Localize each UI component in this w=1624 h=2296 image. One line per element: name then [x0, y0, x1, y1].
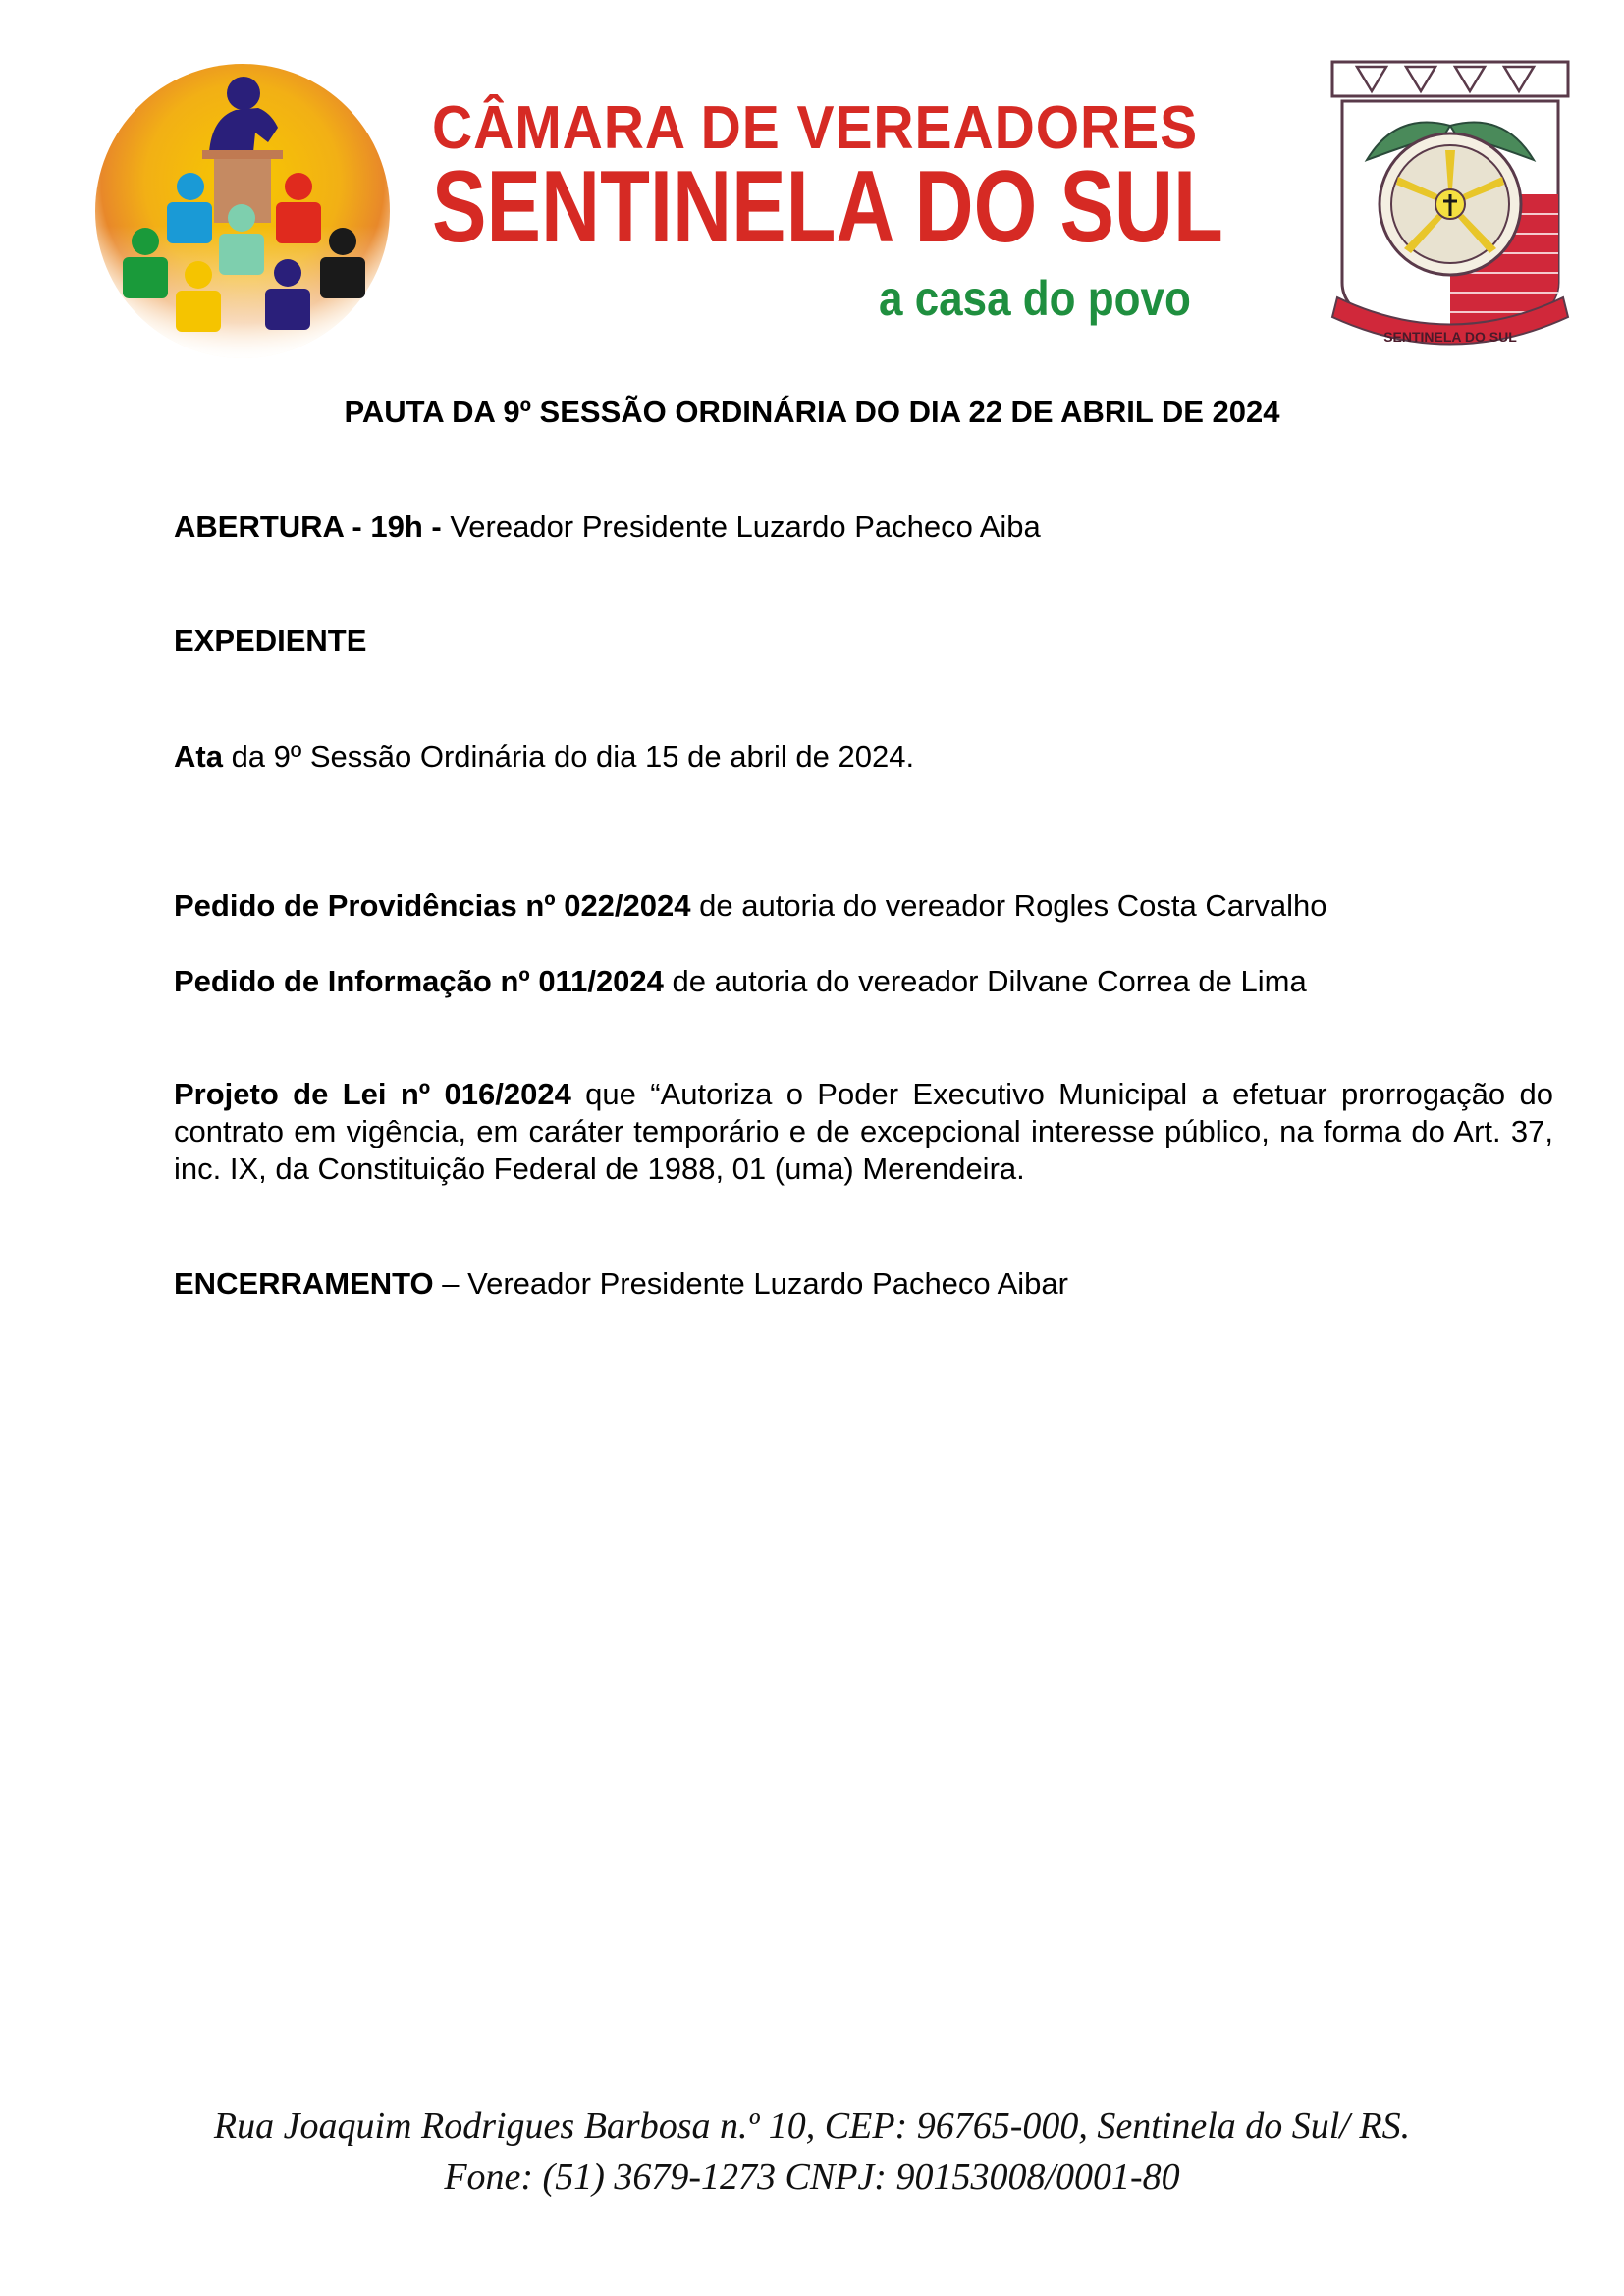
ata-label: Ata — [174, 739, 223, 774]
pedido-providencias-text: de autoria do vereador Rogles Costa Carvalho — [690, 888, 1327, 923]
footer-address-block — [0, 2101, 1624, 2203]
encerramento-text: – Vereador Presidente Luzardo Pacheco Aibar — [433, 1266, 1068, 1301]
projeto-lei-label: Projeto de Lei nº 016/2024 — [174, 1077, 571, 1111]
org-name-line1: CÂMARA DE VEREADORES — [432, 94, 1199, 162]
footer-address: Rua Joaquim Rodrigues Barbosa n.º 10, CEP: 96765-000, Sentinela do Sul/ RS. — [213, 2106, 1411, 2147]
expediente-heading — [174, 622, 366, 660]
org-name-line2: SENTINELA DO SUL — [432, 150, 1223, 264]
ata-line — [174, 738, 914, 775]
pedido-providencias-line — [174, 887, 1326, 925]
abertura-line — [174, 508, 1041, 546]
svg-text:SENTINELA DO SUL: SENTINELA DO SUL — [1383, 329, 1517, 345]
projeto-lei-text: que “Autoriza o Poder Executivo Municipal a efetuar prorrogação do contrato em vigência, em caráter temporário e de excepcional interesse público, na forma do Art. 37, inc. IX, da Constituição Federal de 1988, 01 (uma) Merendeira. — [174, 1077, 1554, 1186]
pedido-informacao-text: de autoria do vereador Dilvane Correa de Lima — [663, 964, 1307, 998]
abertura-text: Vereador Presidente Luzardo Pacheco Aiba — [441, 509, 1041, 544]
expediente-label: EXPEDIENTE — [174, 623, 367, 658]
letterhead — [0, 0, 1624, 373]
encerramento-label: ENCERRAMENTO — [174, 1266, 434, 1301]
coat-of-arms-icon — [1327, 57, 1573, 361]
projeto-lei-paragraph — [174, 1076, 1553, 1188]
pedido-providencias-label: Pedido de Providências nº 022/2024 — [174, 888, 691, 923]
tagline: a casa do povo — [879, 271, 1191, 326]
pedido-informacao-line — [174, 963, 1307, 1000]
document-title: PAUTA DA 9º SESSÃO ORDINÁRIA DO DIA 22 DE ABRIL DE 2024 — [344, 395, 1280, 429]
pedido-informacao-label: Pedido de Informação nº 011/2024 — [174, 964, 664, 998]
footer-contact: Fone: (51) 3679-1273 CNPJ: 90153008/0001-80 — [444, 2157, 1180, 2198]
abertura-label: ABERTURA - 19h - — [174, 509, 442, 544]
encerramento-line — [174, 1265, 1068, 1303]
assembly-podium-logo-icon — [86, 59, 399, 363]
ata-text: da 9º Sessão Ordinária do dia 15 de abril de 2024. — [222, 739, 915, 774]
chamber-wordmark — [432, 93, 1296, 329]
